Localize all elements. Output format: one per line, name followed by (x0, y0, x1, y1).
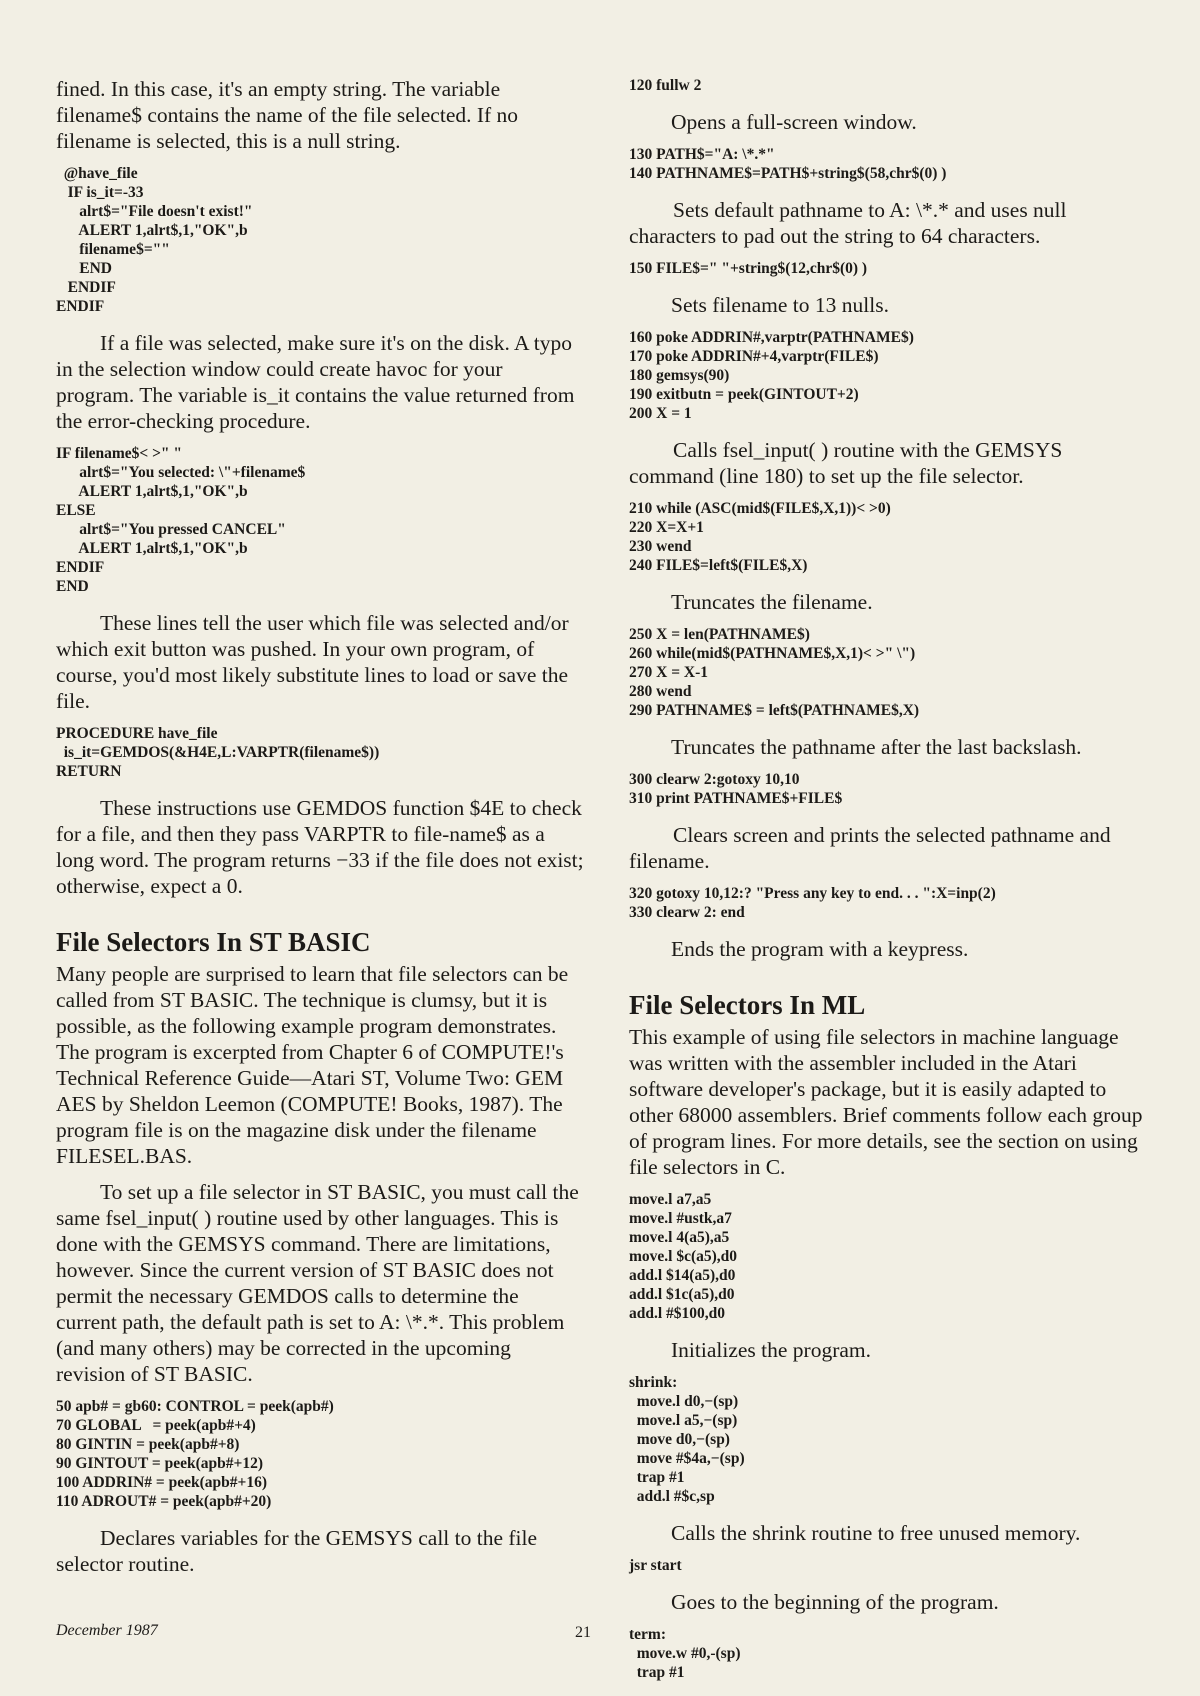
paragraph: If a file was selected, make sure it's on the disk. A typo in the selection window could create havoc for your program. The variable is_it contains the value returned from the error-checking procedure. (56, 331, 575, 433)
code-block: 120 fullw 2 (629, 77, 702, 94)
paragraph: Many people are surprised to learn that file selectors can be called from ST BASIC. The technique is clumsy, but it is possible, as the following example program demonstrates. The program is excerpted from Chapter 6 of COMPUTE!'s Technical Reference Guide—Atari ST, Volume Two: GEM AES by Sheldon Leemon (COMPUTE! Books, 1987). The program file is on the magazine disk under the filename FILESEL.BAS. (56, 962, 569, 1168)
code-block: jsr start (629, 1557, 682, 1574)
code-caption: Sets default pathname to A: \*.* and uses null characters to pad out the string to 64 characters. (629, 198, 1067, 248)
left-column (56, 76, 584, 1587)
code-caption: Initializes the program. (671, 1338, 871, 1362)
paragraph: These instructions use GEMDOS function $4E to check for a file, and then they pass VARPTR to file-name$ as a long word. The program returns −33 if the file does not exist; otherwise, expect a 0. (56, 796, 584, 898)
code-caption: Opens a full-screen window. (671, 110, 917, 134)
paragraph: Declares variables for the GEMSYS call to the file selector routine. (56, 1526, 538, 1576)
code-caption: Goes to the beginning of the program. (671, 1590, 999, 1614)
code-caption: Ends the program with a keypress. (671, 937, 969, 961)
code-caption: Truncates the pathname after the last backslash. (671, 735, 1082, 759)
code-block: @have_file IF is_it=-33 alrt$="File doesn't exist!" ALERT 1,alrt$,1,"OK",b filename$="" END ENDIF ENDIF (56, 165, 253, 315)
code-block: 210 while (ASC(mid$(FILE$,X,1))< >0) 220 X=X+1 230 wend 240 FILE$=left$(FILE$,X) (629, 500, 891, 574)
section-heading: File Selectors In ST BASIC (56, 927, 371, 957)
code-block: PROCEDURE have_file is_it=GEMDOS(&H4E,L:VARPTR(filename$)) RETURN (56, 725, 380, 780)
paragraph: These lines tell the user which file was selected and/or which exit button was pushed. In your own program, of course, you'd most likely substitute lines to load or save the file. (56, 611, 569, 713)
code-block: shrink: move.l d0,−(sp) move.l a5,−(sp) move d0,−(sp) move #$4a,−(sp) trap #1 add.l #$c,sp (629, 1374, 745, 1505)
code-block: 150 FILE$=" "+string$(12,chr$(0) ) (629, 260, 868, 277)
code-block: 320 gotoxy 10,12:? "Press any key to end. . . ":X=inp(2) 330 clearw 2: end (629, 885, 996, 921)
code-block: 300 clearw 2:gotoxy 10,10 310 print PATHNAME$+FILE$ (629, 771, 843, 807)
code-caption: Sets filename to 13 nulls. (671, 293, 889, 317)
code-block: term: move.w #0,-(sp) trap #1 (629, 1626, 741, 1681)
code-caption: Truncates the filename. (671, 590, 873, 614)
code-caption: Clears screen and prints the selected pathname and filename. (629, 823, 1111, 873)
code-caption: Calls the shrink routine to free unused memory. (671, 1521, 1081, 1545)
code-block: 250 X = len(PATHNAME$) 260 while(mid$(PATHNAME$,X,1)< >" \") 270 X = X-1 280 wend 290 PATHNAME$ = left$(PATHNAME$,X) (629, 626, 920, 719)
issue-date: December 1987 (56, 1622, 158, 1639)
code-block: 130 PATH$="A: \*.*" 140 PATHNAME$=PATH$+string$(58,chr$(0) ) (629, 146, 947, 182)
code-block: move.l a7,a5 move.l #ustk,a7 move.l 4(a5),a5 move.l $c(a5),d0 add.l $14(a5),d0 add.l $1c(a5),d0 add.l #$100,d0 (629, 1191, 738, 1322)
section-heading: File Selectors In ML (629, 990, 866, 1020)
right-column (629, 76, 1145, 1696)
code-block: 160 poke ADDRIN#,varptr(PATHNAME$) 170 poke ADDRIN#+4,varptr(FILE$) 180 gemsys(90) 190 exitbutn = peek(GINTOUT+2) 200 X = 1 (629, 329, 914, 422)
paragraph: To set up a file selector in ST BASIC, you must call the same fsel_input( ) routine used by other languages. This is done with the GEMSYS command. There are limitations, however. Since the current version of ST BASIC does not permit the necessary GEMDOS calls to determine the current path, the default path is set to A: \*.*. This problem (and many others) may be corrected in the upcoming revision of ST BASIC. (56, 1180, 579, 1386)
paragraph: This example of using file selectors in machine language was written with the assembler included in the Atari software developer's package, but it is easily adapted to other 68000 assemblers. Brief comments follow each group of program lines. For more details, see the section on using file selectors in C. (629, 1025, 1143, 1179)
code-block: 50 apb# = gb60: CONTROL = peek(apb#) 70 GLOBAL = peek(apb#+4) 80 GINTIN = peek(apb#+8) 90 GINTOUT = peek(apb#+12) 100 ADDRIN# = peek(apb#+16) 110 ADROUT# = peek(apb#+20) (56, 1398, 334, 1510)
paragraph: fined. In this case, it's an empty string. The variable filename$ contains the name of the file selected. If no filename is selected, this is a null string. (56, 77, 519, 153)
code-caption: Calls fsel_input( ) routine with the GEMSYS command (line 180) to set up the file selector. (629, 438, 1063, 488)
page-number: 21 (575, 1624, 591, 1641)
code-block: IF filename$< >" " alrt$="You selected: \"+filename$ ALERT 1,alrt$,1,"OK",b ELSE alrt$="You pressed CANCEL" ALERT 1,alrt$,1,"OK",b ENDIF END (56, 445, 306, 595)
